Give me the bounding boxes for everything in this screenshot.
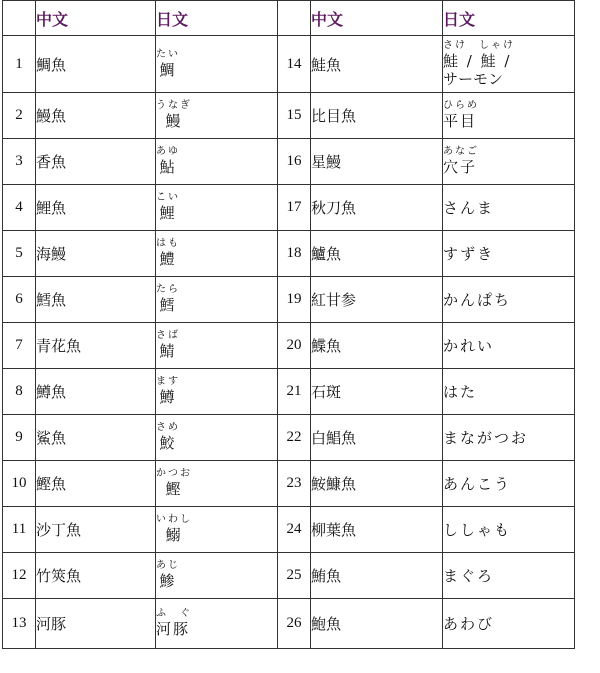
ruby-group (443, 101, 479, 129)
japanese-name (156, 599, 278, 649)
chinese-name: 河豚 (36, 599, 156, 649)
japanese-name (156, 553, 278, 599)
furigana-reading: あじ (156, 560, 180, 571)
table-row (3, 461, 575, 507)
japanese-name (156, 507, 278, 553)
row-number: 24 (278, 507, 311, 553)
furigana-reading: あゆ (156, 146, 180, 157)
header-chinese-right: 中文 (311, 1, 443, 36)
chinese-name: 鰻魚 (36, 93, 156, 139)
japanese-name (443, 415, 575, 461)
japanese-name (156, 369, 278, 415)
table-row (3, 323, 575, 369)
chinese-name: 鮭魚 (311, 36, 443, 93)
chinese-name: 紅甘参 (311, 277, 443, 323)
japanese-name (443, 507, 575, 553)
ruby-group (156, 193, 180, 221)
japanese-name (443, 599, 575, 649)
japanese-kanji: 鱧 (159, 250, 177, 268)
japanese-name (443, 553, 575, 599)
japanese-kanji: 平目 (443, 112, 478, 130)
furigana-reading: こい (156, 192, 180, 203)
chinese-name: 鱸魚 (311, 231, 443, 277)
japanese-name (156, 461, 278, 507)
japanese-name (443, 231, 575, 277)
furigana-reading: あなご (443, 146, 479, 157)
table-header-row (3, 1, 575, 36)
japanese-kana: すずき (443, 245, 495, 263)
furigana-reading: ます (156, 376, 180, 387)
header-japanese-left: 日文 (156, 1, 278, 36)
table-body (3, 36, 575, 649)
ruby-group (156, 609, 192, 637)
row-number: 12 (3, 553, 36, 599)
chinese-name: 鯉魚 (36, 185, 156, 231)
japanese-kanji: 鰯 (165, 526, 183, 544)
chinese-name: 鱒魚 (36, 369, 156, 415)
chinese-name: 白鯧魚 (311, 415, 443, 461)
table-row (3, 185, 575, 231)
japanese-kanji: 鯛 (159, 60, 177, 79)
furigana-reading: たら (156, 284, 180, 295)
table-row (3, 553, 575, 599)
row-number: 17 (278, 185, 311, 231)
ruby-group (156, 423, 180, 451)
japanese-kanji: 鱈 (159, 296, 177, 314)
chinese-name: 香魚 (36, 139, 156, 185)
japanese-name (443, 323, 575, 369)
ruby-group (156, 515, 192, 543)
japanese-kana: あんこう (443, 475, 512, 493)
ruby-group (443, 147, 479, 175)
japanese-kana: かんぱち (443, 291, 512, 309)
furigana-reading: さめ (156, 422, 180, 433)
row-number: 13 (3, 599, 36, 649)
row-number: 19 (278, 277, 311, 323)
japanese-katakana: サーモン (443, 69, 504, 88)
japanese-kana: あわび (443, 615, 495, 633)
table-row (3, 369, 575, 415)
row-number: 25 (278, 553, 311, 599)
row-number: 26 (278, 599, 311, 649)
row-number: 15 (278, 93, 311, 139)
row-number: 6 (3, 277, 36, 323)
japanese-kana: まながつお (443, 429, 529, 447)
chinese-name: 青花魚 (36, 323, 156, 369)
chinese-name: 鮪魚 (311, 553, 443, 599)
header-number-left (3, 1, 36, 36)
row-number: 1 (3, 36, 36, 93)
chinese-name: 鰹魚 (36, 461, 156, 507)
ruby-group (156, 561, 180, 589)
furigana-reading: ふ ぐ (156, 608, 192, 619)
ruby-group (156, 239, 180, 267)
chinese-name: 海鰻 (36, 231, 156, 277)
japanese-name (156, 231, 278, 277)
japanese-name (443, 93, 575, 139)
ruby-group (156, 101, 192, 129)
header-japanese-right: 日文 (443, 1, 575, 36)
japanese-kana: さんま (443, 199, 495, 217)
furigana-reading: いわし (156, 514, 192, 525)
japanese-kanji: 穴子 (443, 158, 478, 176)
japanese-name (156, 185, 278, 231)
japanese-kanji: 鯖 (159, 342, 177, 360)
japanese-name (156, 36, 278, 93)
row-number: 22 (278, 415, 311, 461)
japanese-kanji: 鰹 (165, 480, 183, 498)
chinese-name: 星鰻 (311, 139, 443, 185)
chinese-name: 柳葉魚 (311, 507, 443, 553)
table-row (3, 36, 575, 93)
row-number: 10 (3, 461, 36, 507)
table-row (3, 93, 575, 139)
japanese-kanji: 鱒 (159, 388, 177, 406)
ruby-group (156, 377, 180, 405)
furigana-reading: うなぎ (156, 100, 192, 111)
row-number: 2 (3, 93, 36, 139)
japanese-name (443, 185, 575, 231)
chinese-name: 沙丁魚 (36, 507, 156, 553)
furigana-reading: はも (156, 238, 180, 249)
ruby-group (156, 331, 180, 359)
japanese-kanji: 鰻 (165, 112, 183, 130)
row-number: 3 (3, 139, 36, 185)
japanese-name (156, 323, 278, 369)
row-number: 7 (3, 323, 36, 369)
japanese-name (156, 415, 278, 461)
row-number: 14 (278, 36, 311, 93)
japanese-kanji: 鮎 (159, 158, 177, 176)
chinese-name: 石斑 (311, 369, 443, 415)
furigana-reading: さけ しゃけ (443, 39, 515, 51)
japanese-kana: かれい (443, 337, 495, 355)
furigana-reading: ひらめ (443, 100, 479, 111)
japanese-name (443, 369, 575, 415)
chinese-name: 鯛魚 (36, 36, 156, 93)
japanese-name (156, 93, 278, 139)
ruby-group (156, 147, 180, 175)
japanese-name (443, 139, 575, 185)
row-number: 4 (3, 185, 36, 231)
chinese-name: 鯊魚 (36, 415, 156, 461)
header-number-right (278, 1, 311, 36)
ruby-group (156, 50, 180, 78)
furigana-reading: さば (156, 330, 180, 341)
row-number: 18 (278, 231, 311, 277)
japanese-kana: はた (443, 383, 478, 401)
japanese-kanji: 鯵 (159, 572, 177, 590)
japanese-kana: まぐろ (443, 567, 495, 585)
row-number: 8 (3, 369, 36, 415)
row-number: 5 (3, 231, 36, 277)
table-row (3, 507, 575, 553)
japanese-kanji: 鮭 / 鮭 / (443, 51, 512, 70)
row-number: 23 (278, 461, 311, 507)
chinese-name: 鰈魚 (311, 323, 443, 369)
row-number: 21 (278, 369, 311, 415)
ruby-group (156, 469, 192, 497)
row-number: 20 (278, 323, 311, 369)
ruby-group (443, 41, 515, 87)
table-row (3, 277, 575, 323)
table-row (3, 415, 575, 461)
row-number: 16 (278, 139, 311, 185)
table-row (3, 599, 575, 649)
row-number: 11 (3, 507, 36, 553)
japanese-kana: ししゃも (443, 521, 512, 539)
table-row (3, 231, 575, 277)
japanese-kanji: 鮫 (159, 434, 177, 452)
japanese-name (156, 139, 278, 185)
row-number: 9 (3, 415, 36, 461)
chinese-name: 竹筴魚 (36, 553, 156, 599)
japanese-name (443, 277, 575, 323)
ruby-group (156, 285, 180, 313)
japanese-name (156, 277, 278, 323)
japanese-name (443, 36, 575, 93)
chinese-name: 鱈魚 (36, 277, 156, 323)
fish-name-table (2, 0, 575, 649)
table-row (3, 139, 575, 185)
japanese-kanji: 鯉 (159, 204, 177, 222)
chinese-name: 秋刀魚 (311, 185, 443, 231)
chinese-name: 鮑魚 (311, 599, 443, 649)
furigana-reading: かつお (156, 468, 192, 479)
chinese-name: 鮟鱇魚 (311, 461, 443, 507)
chinese-name: 比目魚 (311, 93, 443, 139)
furigana-reading: たい (156, 48, 180, 60)
japanese-kanji: 河豚 (156, 620, 191, 638)
japanese-name (443, 461, 575, 507)
header-chinese-left: 中文 (36, 1, 156, 36)
